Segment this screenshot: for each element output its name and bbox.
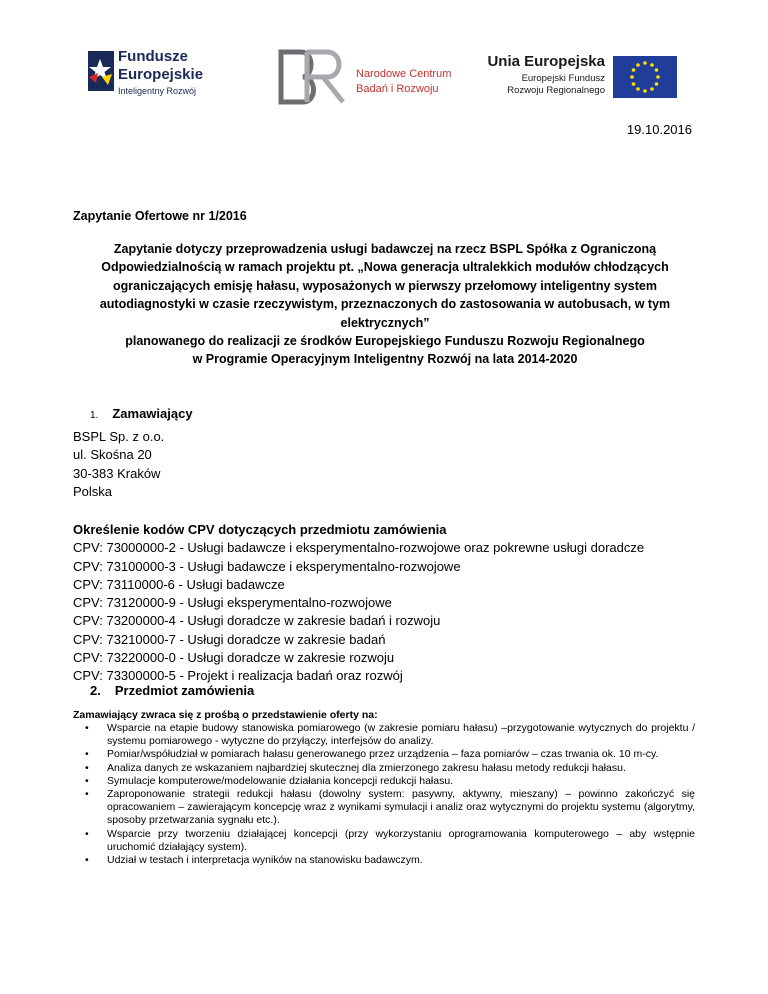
- section2-number: 2.: [90, 683, 101, 698]
- list-item: [85, 854, 695, 867]
- cpv-block: [73, 521, 644, 686]
- list-item-text: Wsparcie na etapie budowy stanowiska pomiarowego (w zakresie pomiaru hałasu) –przygotowanie wytycznych do projektu / systemu pomiarowego - wytyczne do przyłączy, interfejsów do analizy.: [107, 722, 695, 748]
- cpv-item: CPV: 73200000-4 - Usługi doradcze w zakresie badań i rozwoju: [73, 613, 441, 629]
- subject-line: planowanego do realizacji ze środków Europejskiego Funduszu Rozwoju Regionalnego: [125, 334, 645, 349]
- cpv-item: CPV: 73210000-7 - Usługi doradcze w zakresie badań: [73, 631, 386, 647]
- list-item-text: Zaproponowanie strategii redukcji hałasu (dowolny system: pasywny, aktywny, mieszany) – powinno zakończyć się opracowaniem – zawierającym koncepcję wraz z wynikami symulacji i analiz oraz wytycznymi do projektu systemu (algorytmy, sposoby przetwarzania sygnału etc.).: [107, 788, 695, 827]
- list-item: [85, 775, 695, 788]
- fundusze-europejskie-logo: [86, 47, 236, 99]
- section1-number: 1.: [90, 410, 99, 421]
- ue-line3: Rozwoju Regionalnego: [507, 85, 605, 96]
- address-line: Polska: [73, 484, 113, 500]
- list-item-text: Pomiar/współudział w pomiarach hałasu generowanego przez urządzenia – faza pomiarów – czas trwania ok. 10 m-cy.: [107, 748, 659, 761]
- list-item: [85, 722, 695, 748]
- list-item-text: Udział w testach i interpretacja wyników na stanowisku badawczym.: [107, 854, 423, 867]
- bullet-icon: •: [85, 722, 89, 734]
- section2-intro: Zamawiający zwraca się z prośbą o przedstawienie oferty na:: [73, 709, 378, 721]
- fe-line3: Inteligentny Rozwój: [118, 86, 197, 96]
- unia-europejska-logo: [487, 53, 682, 103]
- cpv-item: CPV: 73100000-3 - Usługi badawcze i eksperymentalno-rozwojowe: [73, 558, 461, 574]
- subject-line: Zapytanie dotyczy przeprowadzenia usługi badawczej na rzecz BSPL Spółka z Ograniczoną: [113, 242, 657, 256]
- cpv-item: CPV: 73120000-9 - Usługi eksperymentalno-rozwojowe: [73, 595, 392, 611]
- ncbr-line1: Narodowe Centrum: [356, 68, 452, 80]
- subject-line: ograniczających emisję hałasu, wyposażonych w pierwszy przełomowy inteligentny system: [113, 278, 657, 293]
- cpv-heading: Określenie kodów CPV dotyczących przedmiotu zamówienia: [73, 522, 447, 537]
- address-line: BSPL Sp. z o.o.: [73, 429, 165, 444]
- section1-heading: [90, 406, 193, 421]
- list-item-text: Symulacje komputerowe/modelowanie działania koncepcji redukcji hałasu.: [107, 774, 454, 787]
- list-item-text: Analiza danych ze wskazaniem najbardziej skutecznej dla zmierzonego zakresu hałasu metody redukcji hałasu.: [107, 761, 626, 774]
- subject-line: w Programie Operacyjnym Inteligentny Rozwój na lata 2014-2020: [192, 352, 578, 367]
- subject-block: [90, 240, 680, 369]
- bullet-icon: •: [85, 761, 89, 774]
- ncbr-logo: [277, 48, 457, 108]
- section1-title: Zamawiający: [112, 406, 193, 421]
- ncbr-line2: Badań i Rozwoju: [356, 83, 439, 95]
- list-item: [85, 748, 695, 761]
- list-item-text: Wsparcie przy tworzeniu działającej koncepcji (przy wykorzystaniu oprogramowania komputerowego – aby wstępnie uruchomić działający system).: [107, 827, 695, 853]
- ncbr-monogram-icon: [277, 48, 351, 106]
- cpv-item: CPV: 73300000-5 - Projekt i realizacja badań oraz rozwój: [73, 668, 403, 684]
- list-item: [85, 762, 695, 775]
- cpv-item: CPV: 73220000-0 - Usługi doradcze w zakresie rozwoju: [73, 650, 395, 666]
- section2-title: Przedmiot zamówienia: [114, 683, 255, 698]
- subject-line: autodiagnostyki w czasie rzeczywistym, przeznaczonych do zastosowania w autobusach, w tym: [99, 297, 671, 312]
- address-line: 30-383 Kraków: [73, 465, 161, 481]
- document-title: Zapytanie Ofertowe nr 1/2016: [73, 209, 247, 223]
- bullet-icon: •: [85, 748, 89, 761]
- cpv-item: CPV: 73110000-6 - Usługi badawcze: [73, 576, 285, 592]
- document-date: 19.10.2016: [626, 122, 692, 137]
- subject-line: Odpowiedzialnością w ramach projektu pt. „Nowa generacja ultralekkich modułów chłodzących: [101, 260, 669, 275]
- subject-line: elektrycznych”: [340, 315, 430, 330]
- fe-star-icon: [86, 47, 116, 93]
- fe-line1: Fundusze: [118, 48, 188, 65]
- orderer-address: [73, 428, 164, 502]
- bullet-icon: •: [85, 788, 89, 801]
- ue-line2: Europejski Fundusz: [521, 73, 605, 84]
- address-line: ul. Skośna 20: [73, 447, 152, 463]
- bullet-icon: •: [85, 827, 89, 840]
- eu-flag-icon: [613, 56, 677, 98]
- list-item: [85, 828, 695, 854]
- scope-list: [85, 722, 695, 867]
- cpv-item: CPV: 73000000-2 - Usługi badawcze i eksperymentalno-rozwojowe oraz pokrewne usługi doradcze: [73, 540, 645, 556]
- fe-line2: Europejskie: [118, 66, 204, 83]
- list-item: [85, 788, 695, 828]
- ue-line1: Unia Europejska: [487, 53, 605, 70]
- bullet-icon: •: [85, 854, 89, 867]
- section2-heading: [90, 683, 254, 698]
- bullet-icon: •: [85, 774, 89, 787]
